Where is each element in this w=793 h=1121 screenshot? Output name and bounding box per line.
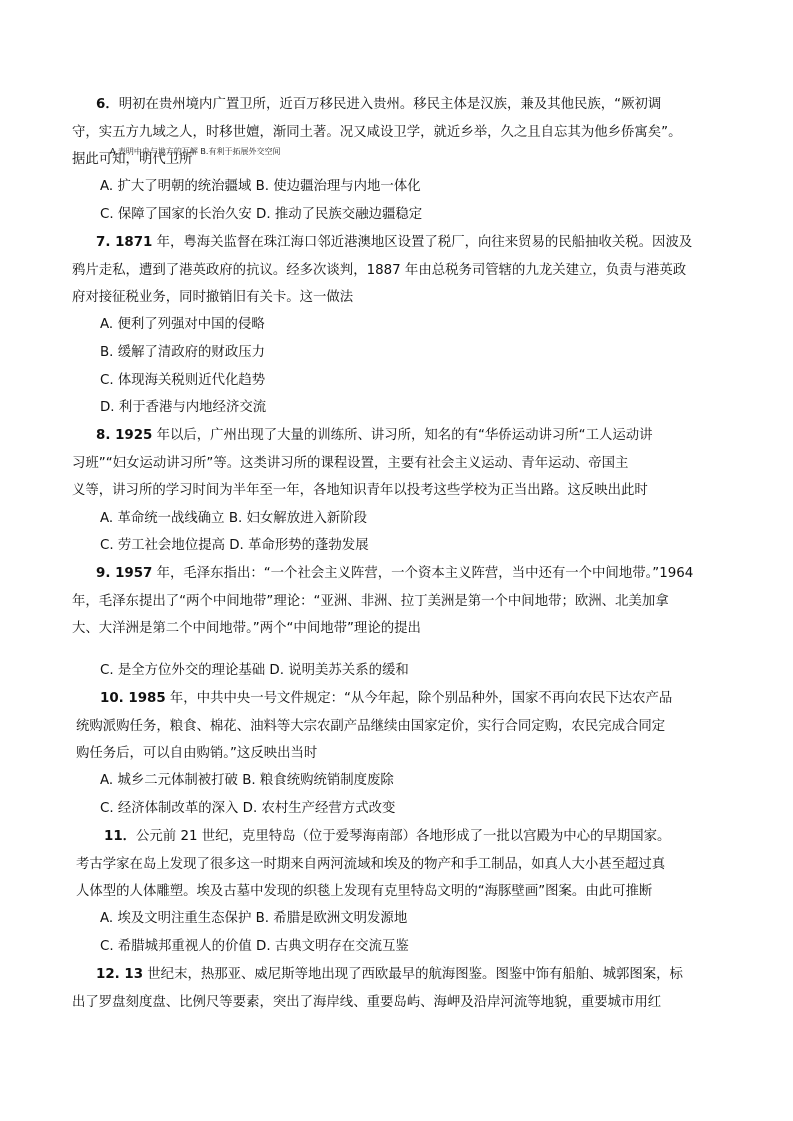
question-11-stem-line-3: 人体型的人体雕塑。埃及古墓中发现的织毯上发现有克里特岛文明的“海豚壁画”图案。由此可推断	[76, 884, 653, 899]
question-number: 10. 1985	[100, 691, 166, 706]
question-12-stem-line-2: 出了罗盘刻度盘、比例尺等要素，突出了海岸线、重要岛屿、海岬及沿岸河流等地貌，重要城市用红	[72, 995, 662, 1010]
overlapping-small-options: A.表明中央与地方的瓦解 B.有利于拓展外交空间	[110, 147, 281, 156]
option-row: A. 城乡二元体制被打破 B. 粮食统购统销制度废除	[100, 773, 394, 788]
question-number: 12. 13	[96, 967, 144, 982]
option-d: D. 利于香港与内地经济交流	[100, 400, 267, 415]
question-10-stem-line-2: 统购派购任务，粮食、棉花、油料等大宗农副产品继续由国家定价，实行合同定购，农民完成合同定	[76, 719, 666, 734]
question-11-stem-line-1: 11．公元前 21 世纪，克里特岛（位于爱琴海南部）各地形成了一批以宫殿为中心的早期国家。	[104, 829, 671, 844]
question-number: 8. 1925	[96, 428, 153, 443]
option-row: C. 保障了国家的长治久安 D. 推动了民族交融边疆稳定	[100, 207, 423, 222]
question-9-stem-line-3: 大、大洋洲是第二个中间地带。”两个“中间地带”理论的提出	[72, 621, 421, 636]
question-6-stem-line-1: 6．明初在贵州境内广置卫所，近百万移民进入贵州。移民主体是汉族，兼及其他民族，“厥初调	[96, 97, 662, 112]
question-number: 7. 1871	[96, 235, 153, 250]
option-row: C. 劳工社会地位提高 D. 革命形势的蓬勃发展	[100, 538, 369, 553]
option-b: B. 缓解了清政府的财政压力	[100, 345, 265, 360]
question-6-stem-line-2: 守，实五方九域之人，时移世嬗，渐同土著。况又咸设卫学，就近乡举，久之且自忘其为他乡侨寓矣”。	[72, 125, 682, 140]
question-number: 9. 1957	[96, 566, 153, 581]
option-a: A. 便利了列强对中国的侵略	[100, 317, 265, 332]
question-8-stem-line-2: 习班”“妇女运动讲习所”等。这类讲习所的课程设置，主要有社会主义运动、青年运动、帝国主	[72, 456, 629, 471]
option-c: C. 体现海关税则近代化趋势	[100, 373, 266, 388]
question-9-stem-line-1: 9. 1957 年，毛泽东指出：“一个社会主义阵营，一个资本主义阵营，当中还有一个中间地带。”1964	[96, 566, 694, 581]
question-number: 11．	[104, 829, 137, 844]
question-8-stem-line-3: 义等，讲习所的学习时间为半年至一年，各地知识青年以投考这些学校为正当出路。这反映出此时	[72, 483, 648, 498]
question-7-stem-line-1: 7. 1871 年，粤海关监督在珠江海口邻近港澳地区设置了税厂，向往来贸易的民船抽收关税。因波及	[96, 235, 693, 250]
question-10-stem-line-3: 购任务后，可以自由购销。”这反映出当时	[76, 746, 318, 761]
question-8-stem-line-1: 8. 1925 年以后，广州出现了大量的训练所、讲习所，知名的有“华侨运动讲习所“工人运动讲	[96, 428, 653, 443]
question-7-stem-line-3: 府对接征税业务，同时撤销旧有关卡。这一做法	[72, 290, 354, 305]
question-7-stem-line-2: 鸦片走私，遭到了港英政府的抗议。经多次谈判，1887 年由总税务司管辖的九龙关建立，负责与港英政	[72, 263, 687, 278]
option-row: A. 埃及文明注重生态保护 B. 希腊是欧洲文明发源地	[100, 911, 408, 926]
question-12-stem-line-1: 12. 13 世纪末，热那亚、威尼斯等地出现了西欧最早的航海图鉴。图鉴中饰有船舶、城郭图案，标	[96, 967, 683, 982]
option-row: C. 希腊城邦重视人的价值 D. 古典文明存在交流互鉴	[100, 939, 409, 954]
question-11-stem-line-2: 考古学家在岛上发现了很多这一时期来自两河流域和埃及的物产和手工制品，如真人大小甚至超过真	[76, 857, 666, 872]
question-9-stem-line-2: 年，毛泽东提出了“两个中间地带”理论：“亚洲、非洲、拉丁美洲是第一个中间地带；欧洲、北美加拿	[72, 594, 669, 609]
question-6-stem-line-3: 据此可知，明代卫所	[72, 152, 193, 167]
option-row: C. 经济体制改革的深入 D. 农村生产经营方式改变	[100, 801, 396, 816]
option-row: A. 扩大了明朝的统治疆域 B. 使边疆治理与内地一体化	[100, 179, 421, 194]
option-row: A. 革命统一战线确立 B. 妇女解放进入新阶段	[100, 511, 368, 526]
question-10-stem-line-1: 10. 1985 年，中共中央一号文件规定：“从今年起，除个别品种外，国家不再向农民下达农产品	[100, 691, 673, 706]
question-number: 6．	[96, 97, 119, 112]
option-row: C. 是全方位外交的理论基础 D. 说明美苏关系的缓和	[100, 663, 409, 678]
